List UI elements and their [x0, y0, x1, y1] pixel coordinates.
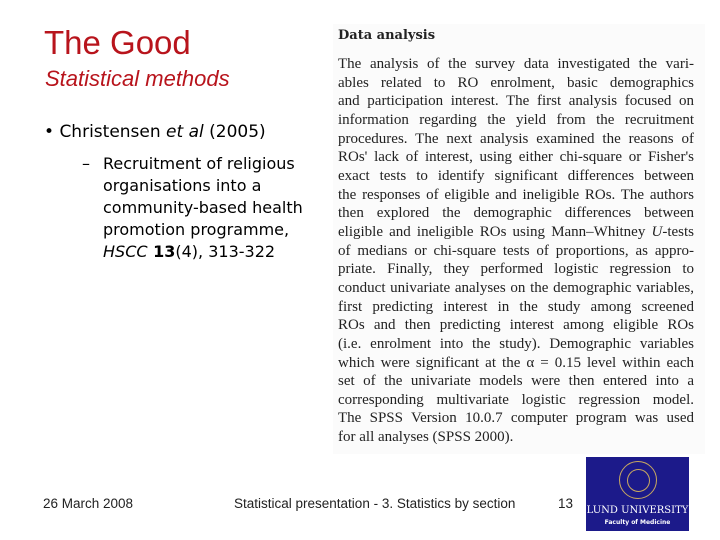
logo-faculty: Faculty of Medicine: [604, 519, 671, 526]
article-line: ables related to RO enrolment, basic demographics: [338, 74, 694, 91]
article-line: which were significant at the α = 0.15 level within each: [338, 354, 694, 371]
footer-title: Statistical presentation - 3. Statistics by section: [234, 496, 516, 511]
article-line: The analysis of the survey data investigated the vari-: [338, 56, 694, 72]
bullet-citation: • Christensen et al (2005): [44, 122, 266, 142]
article-line: conduct univariate analyses on the demographic variables,: [338, 279, 694, 296]
reference-volume: 13: [147, 242, 176, 261]
slide-title: The Good: [44, 24, 191, 61]
reference-pages: (4), 313-322: [175, 242, 276, 261]
citation-etal: et al: [166, 122, 204, 142]
article-body: [338, 55, 694, 447]
page-number: 13: [558, 496, 574, 511]
lund-university-logo: [586, 457, 689, 531]
article-line: The SPSS Version 10.0.7 computer program was used: [338, 410, 694, 427]
article-line: ROs' lack of interest, using either chi-square or Fisher's: [338, 149, 694, 166]
article-line: and participation interest. The first analysis focused on: [338, 93, 694, 110]
article-line: first predicting interest in the study among screened: [338, 298, 694, 315]
article-line: information regarding the yield from the recruitment: [338, 111, 694, 128]
article-line: the responses of eligible and ineligible ROs. The authors: [338, 186, 694, 203]
article-line: procedures. The next analysis examined the reasons of: [338, 130, 694, 147]
article-line: corresponding multivariate logistic regression model.: [338, 391, 694, 408]
logo-university-name: LUND UNIVERSITY: [586, 505, 689, 516]
sub-bullet-reference: [82, 153, 324, 263]
citation-year: (2005): [203, 122, 266, 142]
article-line: then explored the demographic differences between: [338, 205, 694, 222]
university-seal-icon: [619, 461, 657, 499]
article-heading: Data analysis: [338, 28, 436, 43]
article-excerpt-image: [333, 24, 705, 454]
article-line-tail: -tests: [662, 223, 694, 240]
dash-marker: –: [82, 154, 90, 173]
article-line: [338, 223, 694, 242]
reference-title: Recruitment of religious organisations into a community-based health promotion programme,: [103, 154, 303, 239]
reference-journal: HSCC: [103, 242, 148, 261]
article-line: (i.e. enrolment into the study). Demographic variables: [338, 335, 694, 352]
article-line: exact tests to identify significant differences between: [338, 167, 694, 184]
article-line: set of the univariate models were then entered into a: [338, 373, 694, 390]
article-line: priate. Finally, they performed logistic regression to: [338, 261, 694, 278]
article-line: ROs and then predicting interest among eligible ROs: [338, 317, 694, 334]
slide-subtitle: Statistical methods: [45, 66, 230, 91]
article-line-italic: U: [651, 223, 663, 240]
footer-date: 26 March 2008: [43, 496, 134, 511]
citation-author: Christensen: [59, 122, 167, 142]
article-line-text: eligible and ineligible ROs using Mann–Whitney: [338, 223, 652, 240]
article-line: of medians or chi-square tests of proportions, as appro-: [338, 242, 694, 259]
article-line: for all analyses (SPSS 2000).: [338, 429, 514, 446]
